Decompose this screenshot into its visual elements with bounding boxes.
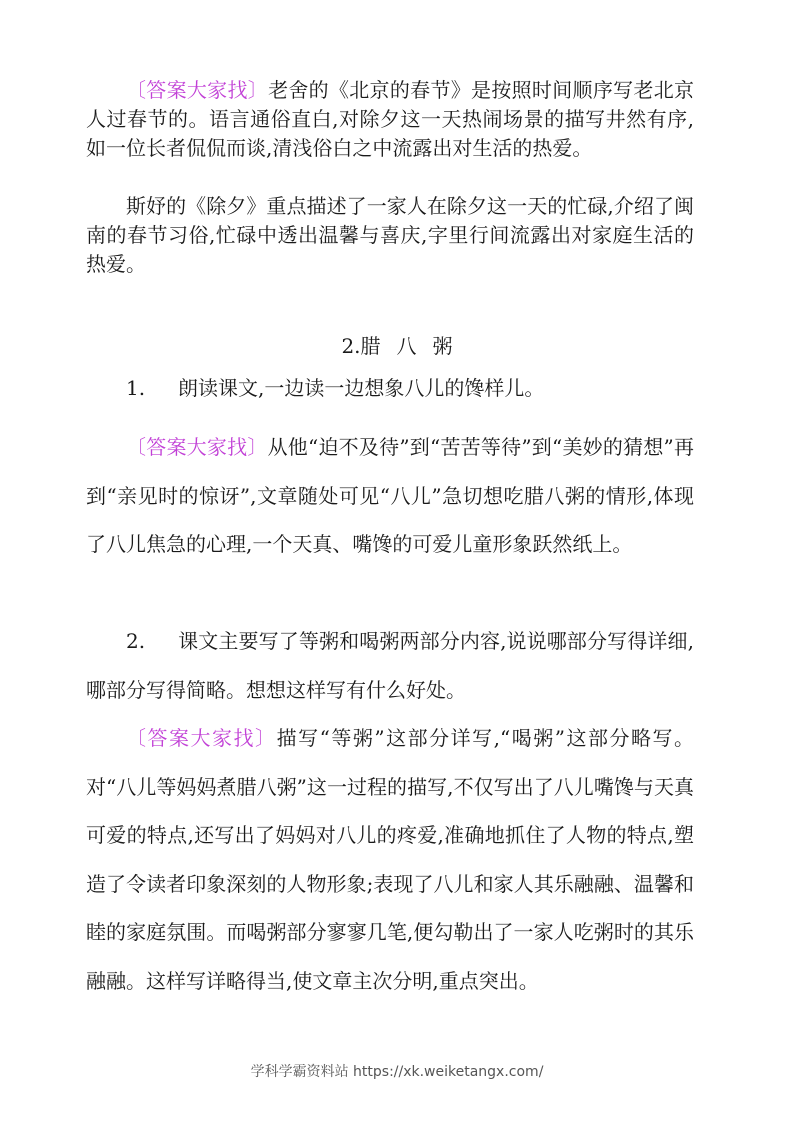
intro-paragraph-1 xyxy=(86,76,694,163)
section-title-char: 腊 xyxy=(360,334,381,358)
answer-tag: 〔答案大家找〕 xyxy=(126,726,277,750)
intro-paragraph-2-text: 斯妤的《除夕》重点描述了一家人在除夕这一天的忙碌,介绍了闽南的春节习俗,忙碌中透出温馨与喜庆,字里行间流露出对家庭生活的热爱。 xyxy=(86,194,694,276)
question-2 xyxy=(86,617,694,714)
answer-tag: 〔答案大家找〕 xyxy=(126,435,268,459)
page-footer xyxy=(0,1062,794,1082)
footer-site-name: 学科学霸资料站 xyxy=(250,1064,349,1080)
answer-text: 从他“迫不及待”到“苦苦等待”到“美妙的猜想”再到“亲见时的惊讶”,文章随处可见“八儿”急切想吃腊八粥的情形,体现了八儿焦急的心理,一个天真、嘴馋的可爱儿童形象跃然纸上。 xyxy=(86,435,695,557)
section-title-char: 八 xyxy=(396,334,417,358)
answer-2 xyxy=(86,714,694,1006)
answer-tag: 〔答案大家找〕 xyxy=(126,78,269,102)
footer-url: https://xk.weiketangx.com/ xyxy=(353,1064,544,1080)
question-text: 朗读课文,一边读一边想象八儿的馋样儿。 xyxy=(178,376,545,400)
question-1 xyxy=(86,374,694,403)
question-text: 课文主要写了等粥和喝粥两部分内容,说说哪部分写得详细,哪部分写得简略。想想这样写有什么好处。 xyxy=(86,629,694,702)
section-number: 2. xyxy=(341,334,361,358)
section-heading xyxy=(0,332,794,360)
question-number: 2. xyxy=(126,629,146,653)
answer-1 xyxy=(86,423,694,569)
intro-paragraph-2 xyxy=(86,192,694,279)
section-title-char: 粥 xyxy=(432,334,453,358)
question-number: 1. xyxy=(126,376,146,400)
intro-paragraph-1-text: 老舍的《北京的春节》是按照时间顺序写老北京人过春节的。语言通俗直白,对除夕这一天热闹场景的描写井然有序,如一位长者侃侃而谈,清浅俗白之中流露出对生活的热爱。 xyxy=(86,78,695,160)
answer-text: 描写“等粥”这部分详写,“喝粥”这部分略写。对“八儿等妈妈煮腊八粥”这一过程的描写,不仅写出了八儿嘴馋与天真可爱的特点,还写出了妈妈对八儿的疼爱,准确地抓住了人物的特点,塑造了令读者印象深刻的人物形象;表现了八儿和家人其乐融融、温馨和睦的家庭氛围。而喝粥部分寥寥几笔,便勾勒出了一家人吃粥时的其乐融融。这样写详略得当,使文章主次分明,重点突出。 xyxy=(86,726,694,993)
